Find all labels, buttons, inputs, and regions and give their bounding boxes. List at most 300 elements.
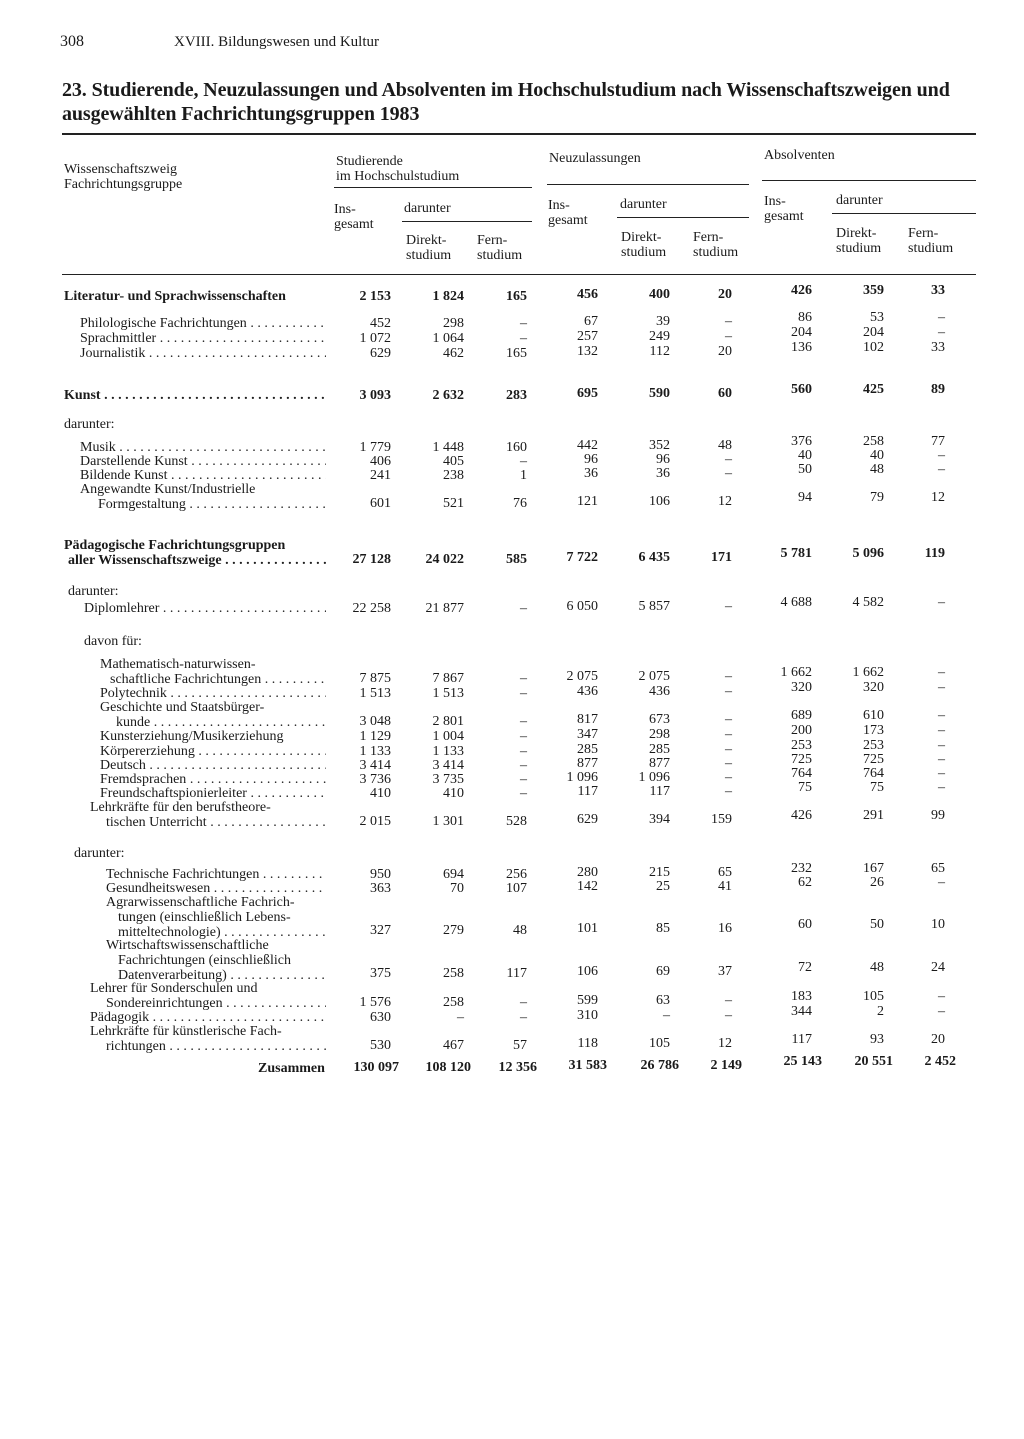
value-cell: 86 <box>798 310 812 325</box>
value-cell: 107 <box>506 881 527 896</box>
value-cell: 94 <box>798 490 812 505</box>
value-cell: – <box>725 1008 732 1023</box>
col-direkt-2 <box>621 230 666 260</box>
value-cell: 3 048 <box>359 714 391 729</box>
darunter-rule-2 <box>617 217 749 218</box>
value-cell: 118 <box>577 1036 598 1051</box>
row-label <box>80 331 326 346</box>
value-cell: – <box>520 995 527 1010</box>
value-cell: – <box>520 454 527 469</box>
col-direkt-line2: studium <box>836 241 882 256</box>
value-cell: 249 <box>649 329 670 344</box>
value-cell: – <box>520 686 527 701</box>
value-cell: – <box>938 665 945 680</box>
value-cell: – <box>520 331 527 346</box>
value-cell: 105 <box>863 989 884 1004</box>
value-cell: 320 <box>791 680 812 695</box>
col-insgesamt-3 <box>764 194 804 224</box>
col-insgesamt-line1: Ins- <box>334 202 356 217</box>
row-label-line: Wirtschaftswissenschaftliche <box>106 938 269 953</box>
col-insgesamt-line1: Ins- <box>548 198 570 213</box>
value-cell: 33 <box>931 283 945 298</box>
value-cell: 1 <box>520 468 527 483</box>
row-label-line: Deutsch . . . <box>100 758 326 773</box>
row-label-line: Geschichte und Staatsbürger- <box>100 700 265 715</box>
value-cell: 27 128 <box>352 552 391 567</box>
value-cell: 258 <box>443 966 464 981</box>
row-label-line: Lehrkräfte für den berufstheore- <box>90 800 271 815</box>
value-cell: 159 <box>711 812 732 827</box>
col-direkt-line1: Direkt- <box>406 233 447 248</box>
value-cell: 426 <box>791 283 812 298</box>
col-insgesamt-line2: gesamt <box>334 217 374 232</box>
value-cell: 33 <box>931 340 945 355</box>
value-cell: 48 <box>513 923 527 938</box>
value-cell: 167 <box>863 861 884 876</box>
value-cell: 3 736 <box>359 772 391 787</box>
value-cell: 1 301 <box>432 814 464 829</box>
value-cell: – <box>938 723 945 738</box>
value-cell: – <box>938 989 945 1004</box>
value-cell: – <box>938 310 945 325</box>
value-cell: 347 <box>577 727 598 742</box>
darunter-rule-3 <box>832 213 976 214</box>
value-cell: 20 <box>718 287 732 302</box>
value-cell: 2 801 <box>432 714 464 729</box>
value-cell: 291 <box>863 808 884 823</box>
value-cell: – <box>725 466 732 481</box>
row-label <box>100 729 326 744</box>
total-value-cell: 2 149 <box>710 1058 742 1073</box>
value-cell: 256 <box>506 867 527 882</box>
value-cell: 112 <box>649 344 670 359</box>
value-cell: 436 <box>649 684 670 699</box>
value-cell: 101 <box>577 921 598 936</box>
value-cell: 117 <box>506 966 527 981</box>
col-insgesamt-2 <box>548 198 588 228</box>
value-cell: – <box>938 752 945 767</box>
value-cell: 26 <box>870 875 884 890</box>
value-cell: – <box>725 784 732 799</box>
value-cell: 75 <box>870 780 884 795</box>
group-header-line1: Neuzulassungen <box>549 151 641 166</box>
value-cell: 406 <box>370 454 391 469</box>
value-cell: 48 <box>870 960 884 975</box>
col-insgesamt-line2: gesamt <box>548 213 588 228</box>
value-cell: 106 <box>577 964 598 979</box>
row-label <box>90 1024 326 1054</box>
value-cell: 320 <box>863 680 884 695</box>
value-cell: – <box>520 1010 527 1025</box>
value-cell: 22 258 <box>352 601 391 616</box>
value-cell: 1 064 <box>432 331 464 346</box>
value-cell: 695 <box>577 386 598 401</box>
value-cell: 165 <box>506 289 527 304</box>
row-label <box>84 634 326 649</box>
row-label <box>90 981 326 1011</box>
row-label <box>64 388 326 403</box>
row-label-line: tischen Unterricht . . . <box>90 815 326 830</box>
value-cell: 725 <box>863 752 884 767</box>
value-cell: 105 <box>649 1036 670 1051</box>
value-cell: 12 <box>718 494 732 509</box>
value-cell: 72 <box>798 960 812 975</box>
value-cell: – <box>520 772 527 787</box>
value-cell: 50 <box>798 462 812 477</box>
value-cell: 405 <box>443 454 464 469</box>
total-value-cell: 130 097 <box>353 1060 399 1075</box>
value-cell: 456 <box>577 287 598 302</box>
row-label <box>80 468 326 483</box>
value-cell: 241 <box>370 468 391 483</box>
value-cell: 359 <box>863 283 884 298</box>
value-cell: 877 <box>577 756 598 771</box>
row-label-line: kunde . . . <box>100 715 326 730</box>
value-cell: 629 <box>370 346 391 361</box>
group-header-studierende <box>336 154 459 184</box>
value-cell: – <box>938 325 945 340</box>
value-cell: 560 <box>791 382 812 397</box>
value-cell: 1 072 <box>359 331 391 346</box>
value-cell: 673 <box>649 712 670 727</box>
value-cell: 20 <box>718 344 732 359</box>
col-fern-1 <box>477 233 522 263</box>
row-label-line: darunter: <box>64 417 115 432</box>
value-cell: 257 <box>577 329 598 344</box>
value-cell: 1 133 <box>359 744 391 759</box>
col-insgesamt-line1: Ins- <box>764 194 786 209</box>
total-value-cell: 2 452 <box>924 1054 956 1069</box>
value-cell: 3 093 <box>359 388 391 403</box>
value-cell: 599 <box>577 993 598 1008</box>
value-cell: 363 <box>370 881 391 896</box>
row-label-line: Kunsterziehung/Musikerziehung <box>100 729 284 744</box>
value-cell: 253 <box>863 738 884 753</box>
col-fern-3 <box>908 226 953 256</box>
col-fern-line1: Fern- <box>477 233 508 248</box>
row-label-line: davon für: <box>84 634 142 649</box>
value-cell: 1 004 <box>432 729 464 744</box>
header-bottom-rule <box>62 274 976 275</box>
value-cell: 62 <box>798 875 812 890</box>
value-cell: – <box>725 684 732 699</box>
value-cell: – <box>520 316 527 331</box>
value-cell: 36 <box>584 466 598 481</box>
value-cell: 40 <box>798 448 812 463</box>
row-label <box>90 1010 326 1025</box>
value-cell: 70 <box>450 881 464 896</box>
value-cell: – <box>938 780 945 795</box>
value-cell: 521 <box>443 496 464 511</box>
value-cell: 285 <box>649 742 670 757</box>
value-cell: 204 <box>791 325 812 340</box>
value-cell: 2 075 <box>638 669 670 684</box>
stub-header-line1: Wissenschaftszweig <box>64 162 177 177</box>
value-cell: – <box>520 601 527 616</box>
value-cell: 7 875 <box>359 671 391 686</box>
value-cell: – <box>725 314 732 329</box>
value-cell: 590 <box>649 386 670 401</box>
value-cell: 93 <box>870 1032 884 1047</box>
value-cell: 7 722 <box>566 550 598 565</box>
row-label-line: Fachrichtungen (einschließlich <box>118 953 291 968</box>
value-cell: 1 513 <box>432 686 464 701</box>
value-cell: 173 <box>863 723 884 738</box>
value-cell: 65 <box>718 865 732 880</box>
col-fern-2 <box>693 230 738 260</box>
value-cell: 4 582 <box>852 595 884 610</box>
value-cell: 117 <box>577 784 598 799</box>
value-cell: 136 <box>791 340 812 355</box>
value-cell: 601 <box>370 496 391 511</box>
value-cell: – <box>938 595 945 610</box>
value-cell: 20 <box>931 1032 945 1047</box>
value-cell: – <box>725 742 732 757</box>
value-cell: 442 <box>577 438 598 453</box>
value-cell: 279 <box>443 923 464 938</box>
value-cell: – <box>520 714 527 729</box>
group-rule-studierende <box>334 187 532 188</box>
value-cell: 950 <box>370 867 391 882</box>
row-label-line: darunter: <box>68 584 119 599</box>
value-cell: 232 <box>791 861 812 876</box>
row-label-line: Philologische Fachrichtungen . . . <box>80 316 326 331</box>
col-darunter-2: darunter <box>620 197 667 212</box>
row-label <box>80 440 326 455</box>
value-cell: 200 <box>791 723 812 738</box>
row-label <box>64 538 326 568</box>
row-label-line: Datenverarbeitung) . . . <box>106 968 326 983</box>
value-cell: 5 857 <box>638 599 670 614</box>
value-cell: 1 129 <box>359 729 391 744</box>
value-cell: 528 <box>506 814 527 829</box>
value-cell: 629 <box>577 812 598 827</box>
row-label <box>90 800 326 830</box>
value-cell: 99 <box>931 808 945 823</box>
group-header-line1: Studierende <box>336 154 403 169</box>
value-cell: 183 <box>791 989 812 1004</box>
value-cell: 7 867 <box>432 671 464 686</box>
value-cell: 1 133 <box>432 744 464 759</box>
row-label-line: Journalistik . . . <box>80 346 326 361</box>
row-label <box>64 417 326 432</box>
value-cell: 1 779 <box>359 440 391 455</box>
value-cell: 63 <box>656 993 670 1008</box>
value-cell: 65 <box>931 861 945 876</box>
value-cell: 462 <box>443 346 464 361</box>
value-cell: 96 <box>584 452 598 467</box>
row-label <box>100 657 326 687</box>
value-cell: 79 <box>870 490 884 505</box>
total-value-cell: 12 356 <box>498 1060 537 1075</box>
stub-header <box>64 162 182 192</box>
page-number: 308 <box>60 33 84 50</box>
row-label-line: Gesundheitswesen . . . <box>106 881 326 896</box>
row-label-line: Mathematisch-naturwissen- <box>100 657 256 672</box>
group-header-neuzulassungen <box>549 151 641 166</box>
row-label-line: Pädagogik . . . <box>90 1010 326 1025</box>
value-cell: 283 <box>506 388 527 403</box>
value-cell: 258 <box>443 995 464 1010</box>
value-cell: 630 <box>370 1010 391 1025</box>
value-cell: 6 050 <box>566 599 598 614</box>
value-cell: 67 <box>584 314 598 329</box>
value-cell: – <box>725 712 732 727</box>
value-cell: 37 <box>718 964 732 979</box>
row-label-line: richtungen . . . <box>90 1039 326 1054</box>
value-cell: – <box>938 766 945 781</box>
value-cell: 2 153 <box>359 289 391 304</box>
row-label <box>106 881 326 896</box>
value-cell: 610 <box>863 708 884 723</box>
row-label-line: Literatur- und Sprachwissenschaften <box>64 289 286 304</box>
value-cell: 96 <box>656 452 670 467</box>
value-cell: 5 096 <box>852 546 884 561</box>
value-cell: 204 <box>863 325 884 340</box>
value-cell: – <box>725 727 732 742</box>
value-cell: – <box>725 452 732 467</box>
row-label <box>100 772 326 787</box>
value-cell: 285 <box>577 742 598 757</box>
value-cell: 253 <box>791 738 812 753</box>
value-cell: 1 096 <box>566 770 598 785</box>
value-cell: 10 <box>931 917 945 932</box>
value-cell: – <box>938 875 945 890</box>
row-label <box>74 846 326 861</box>
row-label <box>100 686 326 701</box>
value-cell: 1 576 <box>359 995 391 1010</box>
value-cell: 53 <box>870 310 884 325</box>
row-label-line: schaftliche Fachrichtungen . . . <box>100 672 326 687</box>
value-cell: 24 <box>931 960 945 975</box>
row-label <box>106 867 326 882</box>
row-label-line: Formgestaltung . . . <box>80 497 326 512</box>
group-rule-neuzulassungen <box>547 184 749 185</box>
value-cell: 12 <box>931 490 945 505</box>
value-cell: 36 <box>656 466 670 481</box>
value-cell: – <box>520 786 527 801</box>
row-label-line: Diplomlehrer . . . <box>84 601 326 616</box>
value-cell: 1 824 <box>432 289 464 304</box>
value-cell: 725 <box>791 752 812 767</box>
row-label <box>80 454 326 469</box>
value-cell: 764 <box>863 766 884 781</box>
value-cell: 3 414 <box>359 758 391 773</box>
total-value-cell: 20 551 <box>854 1054 893 1069</box>
value-cell: – <box>938 462 945 477</box>
page-header <box>60 33 379 51</box>
value-cell: 119 <box>924 546 945 561</box>
total-value-cell: 108 120 <box>425 1060 471 1075</box>
value-cell: 1 513 <box>359 686 391 701</box>
value-cell: 102 <box>863 340 884 355</box>
value-cell: 85 <box>656 921 670 936</box>
value-cell: 352 <box>649 438 670 453</box>
row-label-line: Lehrkräfte für künstlerische Fach- <box>90 1024 282 1039</box>
value-cell: 121 <box>577 494 598 509</box>
value-cell: 394 <box>649 812 670 827</box>
col-direkt-line1: Direkt- <box>836 226 877 241</box>
row-label <box>100 700 326 730</box>
value-cell: 5 781 <box>780 546 812 561</box>
value-cell: 16 <box>718 921 732 936</box>
row-label-line: Bildende Kunst . . . <box>80 468 326 483</box>
row-label-line: Freundschaftspionierleiter . . . <box>100 786 326 801</box>
value-cell: – <box>938 738 945 753</box>
col-fern-line1: Fern- <box>908 226 939 241</box>
row-label <box>100 758 326 773</box>
value-cell: 75 <box>798 780 812 795</box>
value-cell: 585 <box>506 552 527 567</box>
row-label <box>80 316 326 331</box>
stub-header-line2: Fachrichtungsgruppe <box>64 177 183 192</box>
row-label-line: Sondereinrichtungen . . . <box>90 996 326 1011</box>
value-cell: 280 <box>577 865 598 880</box>
value-cell: – <box>725 770 732 785</box>
row-label <box>84 601 326 616</box>
row-label-line: Pädagogische Fachrichtungsgruppen <box>64 538 286 553</box>
value-cell: 48 <box>870 462 884 477</box>
value-cell: 142 <box>577 879 598 894</box>
row-label-line: Musik . . . <box>80 440 326 455</box>
value-cell: 410 <box>443 786 464 801</box>
value-cell: – <box>520 744 527 759</box>
value-cell: – <box>938 448 945 463</box>
value-cell: – <box>725 669 732 684</box>
col-darunter-3: darunter <box>836 193 883 208</box>
value-cell: 12 <box>718 1036 732 1051</box>
value-cell: 4 688 <box>780 595 812 610</box>
value-cell: 452 <box>370 316 391 331</box>
row-label <box>80 482 326 512</box>
value-cell: 21 877 <box>425 601 464 616</box>
value-cell: 24 022 <box>425 552 464 567</box>
value-cell: – <box>725 329 732 344</box>
value-cell: 467 <box>443 1038 464 1053</box>
value-cell: – <box>725 993 732 1008</box>
row-label-line: Fremdsprachen . . . <box>100 772 326 787</box>
group-header-absolventen <box>764 148 835 163</box>
darunter-rule-1 <box>402 221 532 222</box>
value-cell: 215 <box>649 865 670 880</box>
row-label-line: Körpererziehung . . . <box>100 744 326 759</box>
value-cell: 694 <box>443 867 464 882</box>
row-label-line: tungen (einschließlich Lebens- <box>118 910 291 925</box>
value-cell: 117 <box>649 784 670 799</box>
value-cell: 298 <box>443 316 464 331</box>
value-cell: 6 435 <box>638 550 670 565</box>
value-cell: 48 <box>718 438 732 453</box>
value-cell: – <box>938 708 945 723</box>
row-label-line: Lehrer für Sonderschulen und <box>90 981 258 996</box>
value-cell: 238 <box>443 468 464 483</box>
value-cell: 344 <box>791 1004 812 1019</box>
row-label <box>100 786 326 801</box>
value-cell: 530 <box>370 1038 391 1053</box>
col-direkt-line2: studium <box>621 245 667 260</box>
col-fern-line2: studium <box>477 248 523 263</box>
total-label: Zusammen <box>258 1061 325 1076</box>
value-cell: 425 <box>863 382 884 397</box>
row-label-line: darunter: <box>74 846 125 861</box>
row-label <box>100 744 326 759</box>
value-cell: – <box>938 1004 945 1019</box>
value-cell: 76 <box>513 496 527 511</box>
value-cell: – <box>725 756 732 771</box>
row-label <box>106 895 326 940</box>
row-label-line: Technische Fachrichtungen . . . <box>106 867 326 882</box>
value-cell: 165 <box>506 346 527 361</box>
